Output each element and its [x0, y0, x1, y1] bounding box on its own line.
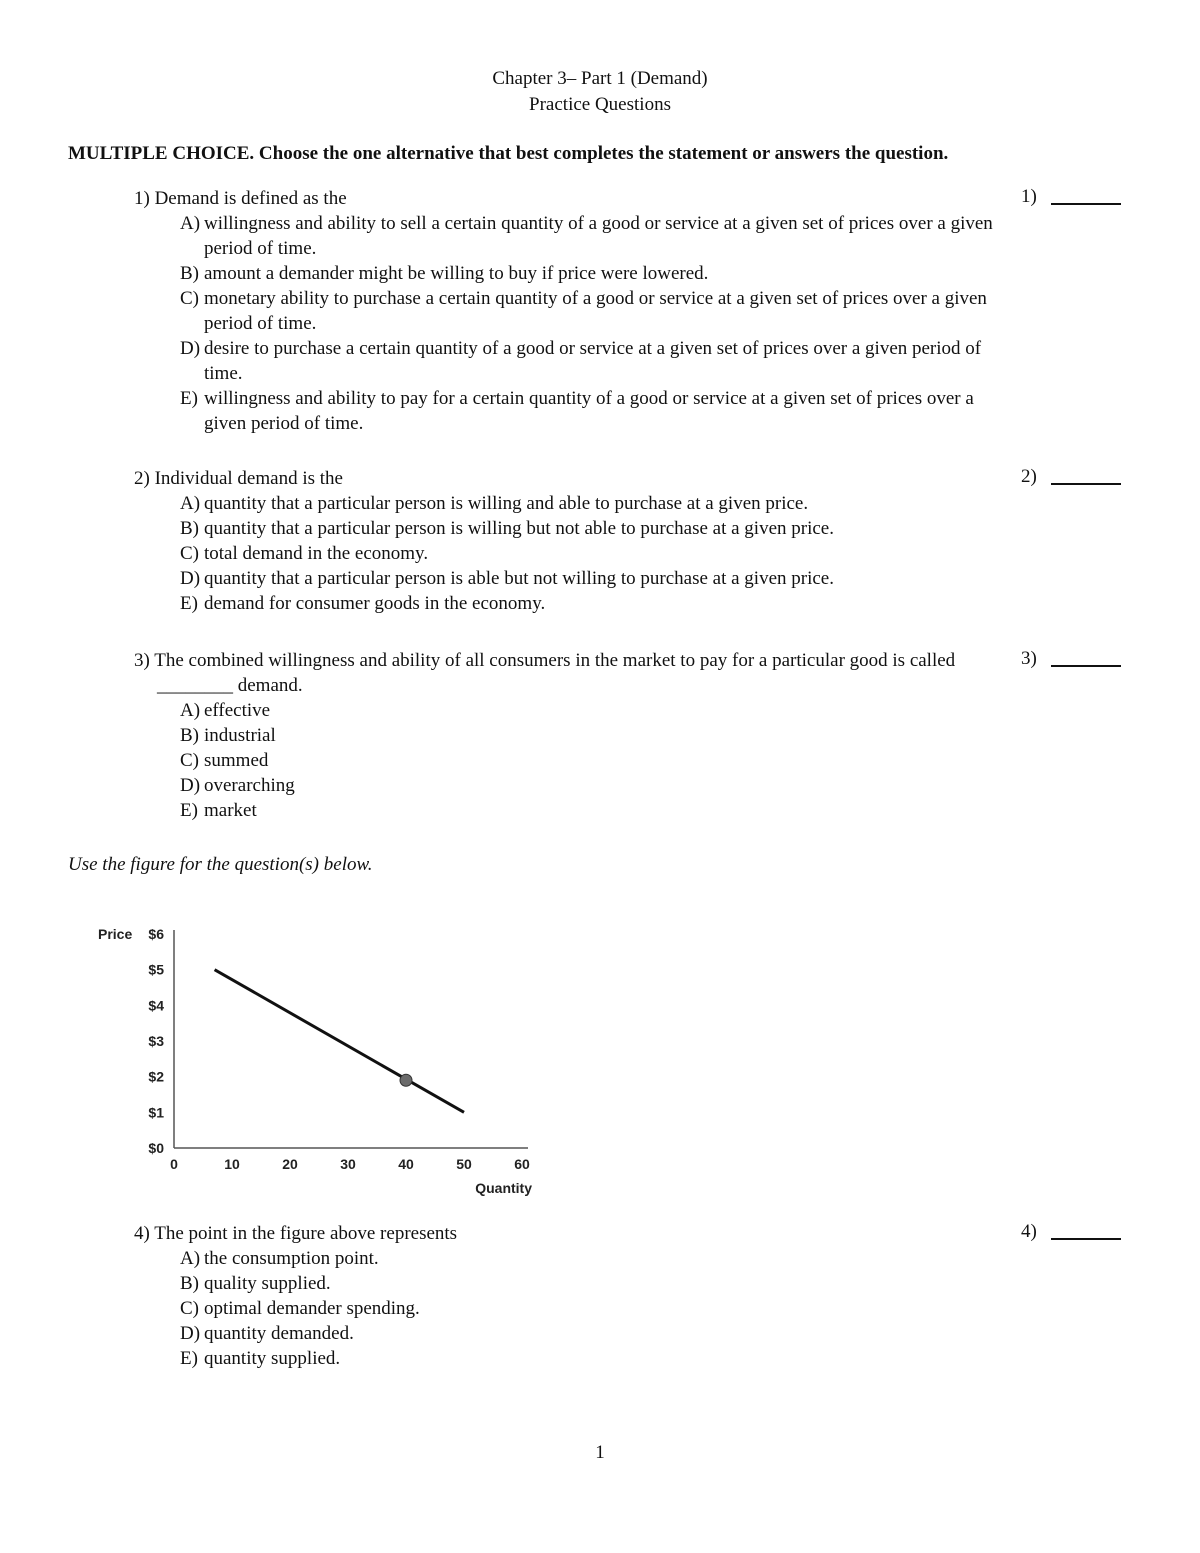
option-d: D) desire to purchase a certain quantity of a good or service at a given set of prices over a given period of time.: [180, 338, 982, 384]
x-tick-label: 40: [398, 1156, 414, 1172]
option-e: E) willingness and ability to pay for a certain quantity of a good or service at a given set of prices over a given period of time.: [180, 388, 974, 434]
question-stem: 2) Individual demand is the: [134, 468, 343, 489]
question-1: [134, 186, 1004, 436]
y-tick-label: $0: [148, 1140, 164, 1156]
demand-line: [215, 970, 464, 1113]
option-a: A) willingness and ability to sell a certain quantity of a good or service at a given set of prices over a given period of time.: [180, 213, 993, 259]
page-number: 1: [595, 1442, 605, 1463]
y-tick-label: $6: [148, 926, 164, 942]
option-d: D) quantity that a particular person is able but not willing to purchase at a given price.: [180, 568, 834, 589]
question-stem: 1) Demand is defined as the: [134, 188, 347, 209]
option-c: C) summed: [180, 750, 269, 771]
question-stem: 3) The combined willingness and ability of all consumers in the market to pay for a particular good is called ________ demand.: [134, 650, 956, 696]
question-stem: 4) The point in the figure above represents: [134, 1223, 458, 1244]
x-tick-label: 60: [514, 1156, 530, 1172]
y-tick-label: $1: [148, 1104, 164, 1121]
x-tick-label: 10: [224, 1156, 240, 1172]
option-d: D) overarching: [180, 775, 295, 796]
y-tick-label: $4: [148, 997, 164, 1014]
question-4: [134, 1221, 1004, 1371]
x-tick-label: 20: [282, 1156, 298, 1172]
y-axis-label: Price: [98, 926, 133, 942]
option-c: C) optimal demander spending.: [180, 1298, 420, 1319]
demand-chart: [90, 920, 550, 1205]
quantity-point: [400, 1074, 412, 1086]
option-b: B) amount a demander might be willing to buy if price were lowered.: [180, 263, 709, 284]
option-e: E) market: [180, 800, 257, 821]
page-subtitle: Practice Questions: [529, 94, 671, 115]
option-a: A) the consumption point.: [180, 1248, 379, 1269]
answer-blank-1[interactable]: 1): [1021, 186, 1121, 208]
option-b: B) industrial: [180, 725, 276, 746]
option-e: E) quantity supplied.: [180, 1348, 341, 1369]
question-2: [134, 466, 1004, 616]
option-e: E) demand for consumer goods in the economy.: [180, 593, 546, 614]
y-tick-label: $2: [148, 1068, 164, 1085]
answer-blank-3[interactable]: 3): [1021, 648, 1121, 670]
page-title: Chapter 3– Part 1 (Demand): [492, 68, 708, 89]
figure-note: Use the figure for the question(s) below.: [68, 854, 373, 875]
question-3: [134, 648, 1004, 823]
option-d: D) quantity demanded.: [180, 1323, 354, 1344]
option-a: A) effective: [180, 700, 271, 721]
answer-blank-2[interactable]: 2): [1021, 466, 1121, 488]
answer-blank-4[interactable]: 4): [1021, 1221, 1121, 1243]
x-tick-label: 0: [170, 1156, 178, 1172]
option-b: B) quantity that a particular person is willing but not able to purchase at a given price.: [180, 518, 834, 539]
x-tick-label: 50: [456, 1156, 472, 1172]
instructions: MULTIPLE CHOICE. Choose the one alternative that best completes the statement or answers the question.: [68, 143, 949, 164]
y-tick-label: $5: [148, 961, 164, 978]
option-c: C) monetary ability to purchase a certain quantity of a good or service at a given set of prices over a given period of time.: [180, 288, 987, 334]
x-tick-label: 30: [340, 1156, 356, 1172]
x-axis-label: Quantity: [475, 1180, 532, 1196]
y-tick-label: $3: [148, 1033, 164, 1049]
option-b: B) quality supplied.: [180, 1273, 331, 1294]
option-c: C) total demand in the economy.: [180, 543, 429, 564]
option-a: A) quantity that a particular person is willing and able to purchase at a given price.: [180, 493, 809, 514]
